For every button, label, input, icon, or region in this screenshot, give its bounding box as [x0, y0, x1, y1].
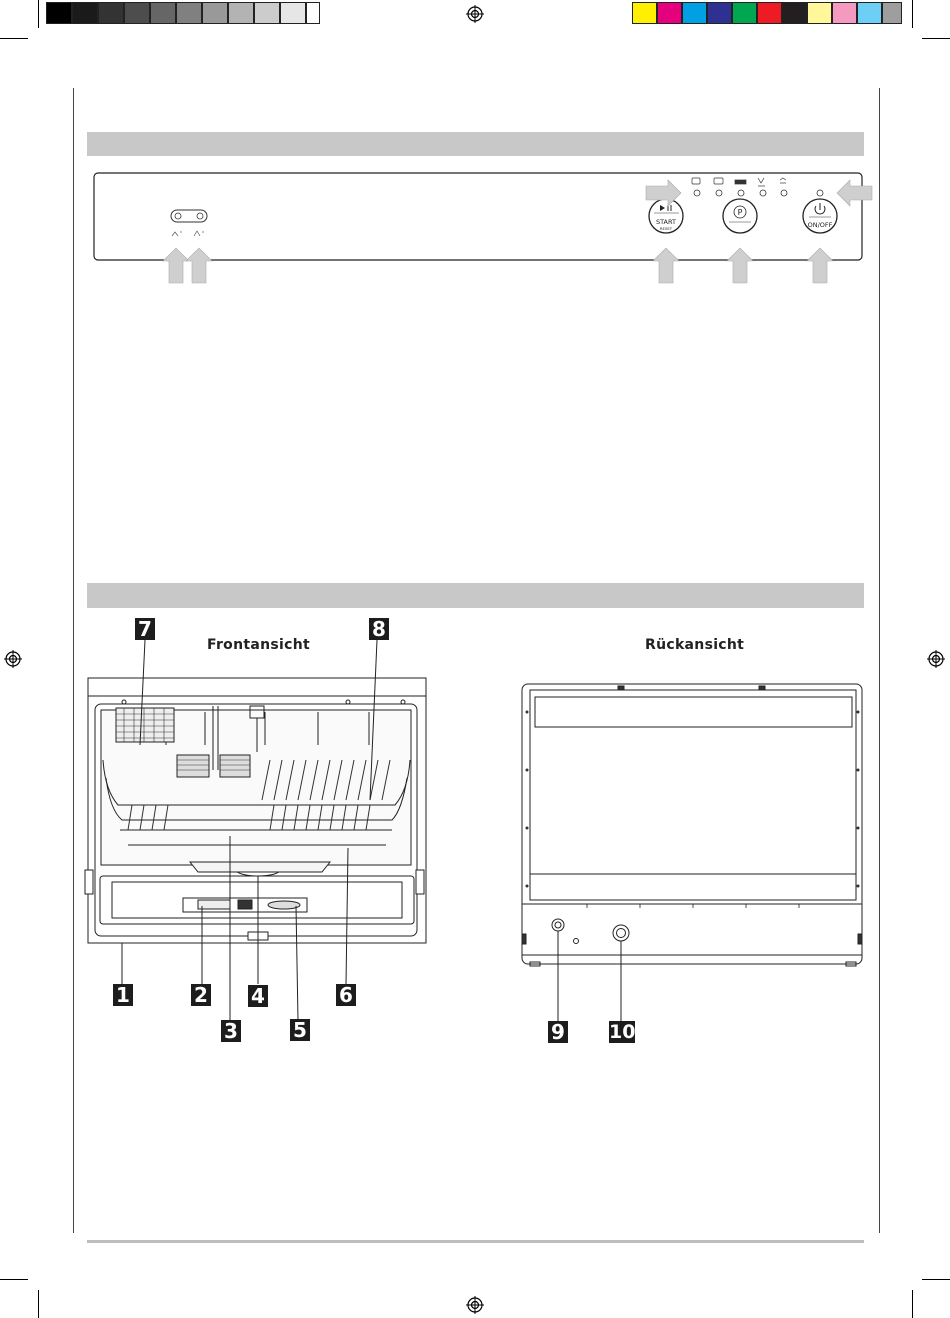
callout-4: 4 [248, 985, 268, 1007]
callout-1: 1 [113, 984, 133, 1006]
start-label: START [655, 218, 677, 226]
reset-label: RESET [659, 226, 673, 231]
program-symbol: P [737, 208, 743, 217]
callout-7: 7 [135, 618, 155, 640]
callout-9: 9 [548, 1021, 568, 1043]
inlet-connector [552, 919, 564, 931]
front-view [85, 678, 426, 943]
on-off-label: ON/OFF [807, 221, 833, 229]
callout-5: 5 [290, 1019, 310, 1041]
front-view-title: Frontansicht [207, 637, 310, 653]
callout-2: 2 [191, 984, 211, 1006]
callout-10: 10 [609, 1021, 636, 1043]
back-view [522, 684, 862, 966]
drain-connector [613, 925, 629, 941]
back-view-title: Rückansicht [645, 637, 745, 653]
callout-6: 6 [336, 984, 356, 1006]
callout-3: 3 [221, 1020, 241, 1042]
callout-8: 8 [369, 618, 389, 640]
